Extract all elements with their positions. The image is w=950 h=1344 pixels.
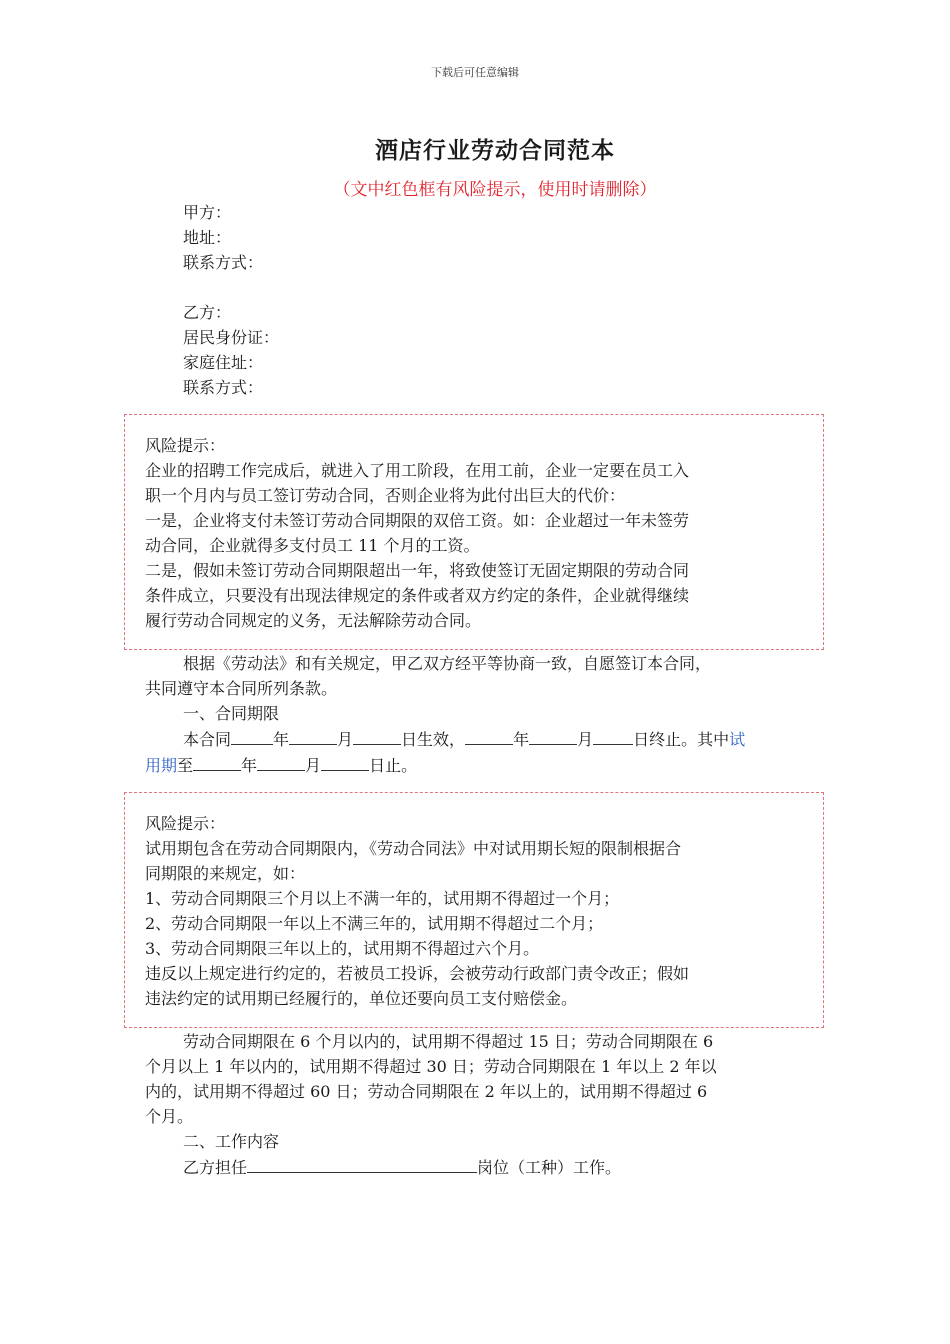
party-b-id: 居民身份证： (183, 328, 280, 347)
contract-term-line2 (145, 752, 810, 778)
start-year-blank[interactable] (231, 726, 273, 745)
document-title: 酒店行业劳动合同范本 (375, 137, 615, 164)
probation-month-blank[interactable] (257, 752, 305, 771)
risk-line: 动合同，企业就得多支付员工 11 个月的工资。 (145, 536, 480, 555)
term-text: 年 (513, 730, 530, 749)
risk-box-probation (124, 792, 824, 1028)
risk-line: 1、劳动合同期限三个月以上不满一年的，试用期不得超过一个月； (145, 889, 620, 908)
risk-line: 企业的招聘工作完成后，就进入了用工阶段，在用工前，企业一定要在员工入 (145, 461, 690, 480)
start-month-blank[interactable] (289, 726, 337, 745)
contract-term-line1 (145, 726, 810, 752)
term-text: 月 (305, 756, 322, 775)
risk-box-content (145, 433, 810, 633)
party-a-contact: 联系方式： (183, 253, 264, 272)
download-note: 下载后可任意编辑 (431, 66, 519, 79)
end-month-blank[interactable] (529, 726, 577, 745)
risk-notice-subtitle: （文中红色框有风险提示，使用时请删除） (333, 180, 657, 200)
term-text: 日止。 (369, 756, 418, 775)
job-position-blank[interactable] (247, 1154, 477, 1173)
risk-line: 违反以上规定进行约定的，若被员工投诉，会被劳动行政部门责令改正；假如 (145, 964, 690, 983)
term-text: 年 (273, 730, 290, 749)
section1-heading: 一、合同期限 (183, 704, 280, 723)
party-b-contact: 联系方式： (183, 378, 264, 397)
probation-link[interactable]: 用期 (145, 756, 178, 775)
probation-rule-line: 个月。 (145, 1107, 194, 1126)
intro-paragraph (145, 651, 810, 778)
start-day-blank[interactable] (353, 726, 401, 745)
risk-box-contract-signing (124, 414, 824, 650)
probation-rule-line: 内的，试用期不得超过 60 日；劳动合同期限在 2 年以上的，试用期不得超过 6 (145, 1082, 708, 1101)
intro-line: 根据《劳动法》和有关规定，甲乙双方经平等协商一致，自愿签订本合同， (183, 654, 712, 673)
party-b-label: 乙方： (183, 303, 232, 322)
risk-line: 一是，企业将支付未签订劳动合同期限的双倍工资。如：企业超过一年未签劳 (145, 511, 690, 530)
term-text: 月 (337, 730, 354, 749)
risk-line: 条件成立，只要没有出现法律规定的条件或者双方约定的条件，企业就得继续 (145, 586, 690, 605)
risk-line: 履行劳动合同规定的义务，无法解除劳动合同。 (145, 611, 482, 630)
party-a-label: 甲方： (183, 203, 232, 222)
term-text: 本合同 (183, 730, 232, 749)
party-a-address: 地址： (183, 228, 232, 247)
risk-line: 试用期包含在劳动合同期限内，《劳动合同法》中对试用期长短的限制根据合 (145, 839, 682, 858)
risk-heading: 风险提示： (145, 436, 226, 455)
term-text: 至 (177, 756, 194, 775)
party-b-home: 家庭住址： (183, 353, 264, 372)
job-text: 岗位（工种）工作。 (477, 1158, 622, 1177)
probation-rule-line: 劳动合同期限在 6 个月以内的，试用期不得超过 15 日；劳动合同期限在 6 (183, 1032, 714, 1051)
risk-line: 2、劳动合同期限一年以上不满三年的，试用期不得超过二个月； (145, 914, 604, 933)
risk-line: 二是，假如未签订劳动合同期限超出一年，将致使签订无固定期限的劳动合同 (145, 561, 690, 580)
end-year-blank[interactable] (465, 726, 513, 745)
risk-box-content (145, 811, 810, 1011)
risk-line: 3、劳动合同期限三年以上的，试用期不得超过六个月。 (145, 939, 540, 958)
section2-heading: 二、工作内容 (183, 1132, 280, 1151)
term-text: 日终止。其中 (633, 730, 730, 749)
probation-link[interactable]: 试 (729, 730, 746, 749)
job-text: 乙方担任 (183, 1158, 248, 1177)
term-text: 日生效， (401, 730, 466, 749)
term-text: 月 (577, 730, 594, 749)
probation-rule-line: 个月以上 1 年以内的，试用期不得超过 30 日；劳动合同期限在 1 年以上 2 年以 (145, 1057, 717, 1076)
probation-year-blank[interactable] (193, 752, 241, 771)
risk-line: 同期限的来规定，如： (145, 864, 306, 883)
probation-day-blank[interactable] (321, 752, 369, 771)
risk-heading: 风险提示： (145, 814, 226, 833)
risk-line: 违法约定的试用期已经履行的，单位还要向员工支付赔偿金。 (145, 989, 578, 1008)
job-position-line (145, 1154, 810, 1180)
probation-rules-paragraph (145, 1029, 810, 1180)
term-text: 年 (241, 756, 258, 775)
risk-line: 职一个月内与员工签订劳动合同，否则企业将为此付出巨大的代价： (145, 486, 626, 505)
intro-line: 共同遵守本合同所列条款。 (145, 679, 338, 698)
end-day-blank[interactable] (593, 726, 633, 745)
